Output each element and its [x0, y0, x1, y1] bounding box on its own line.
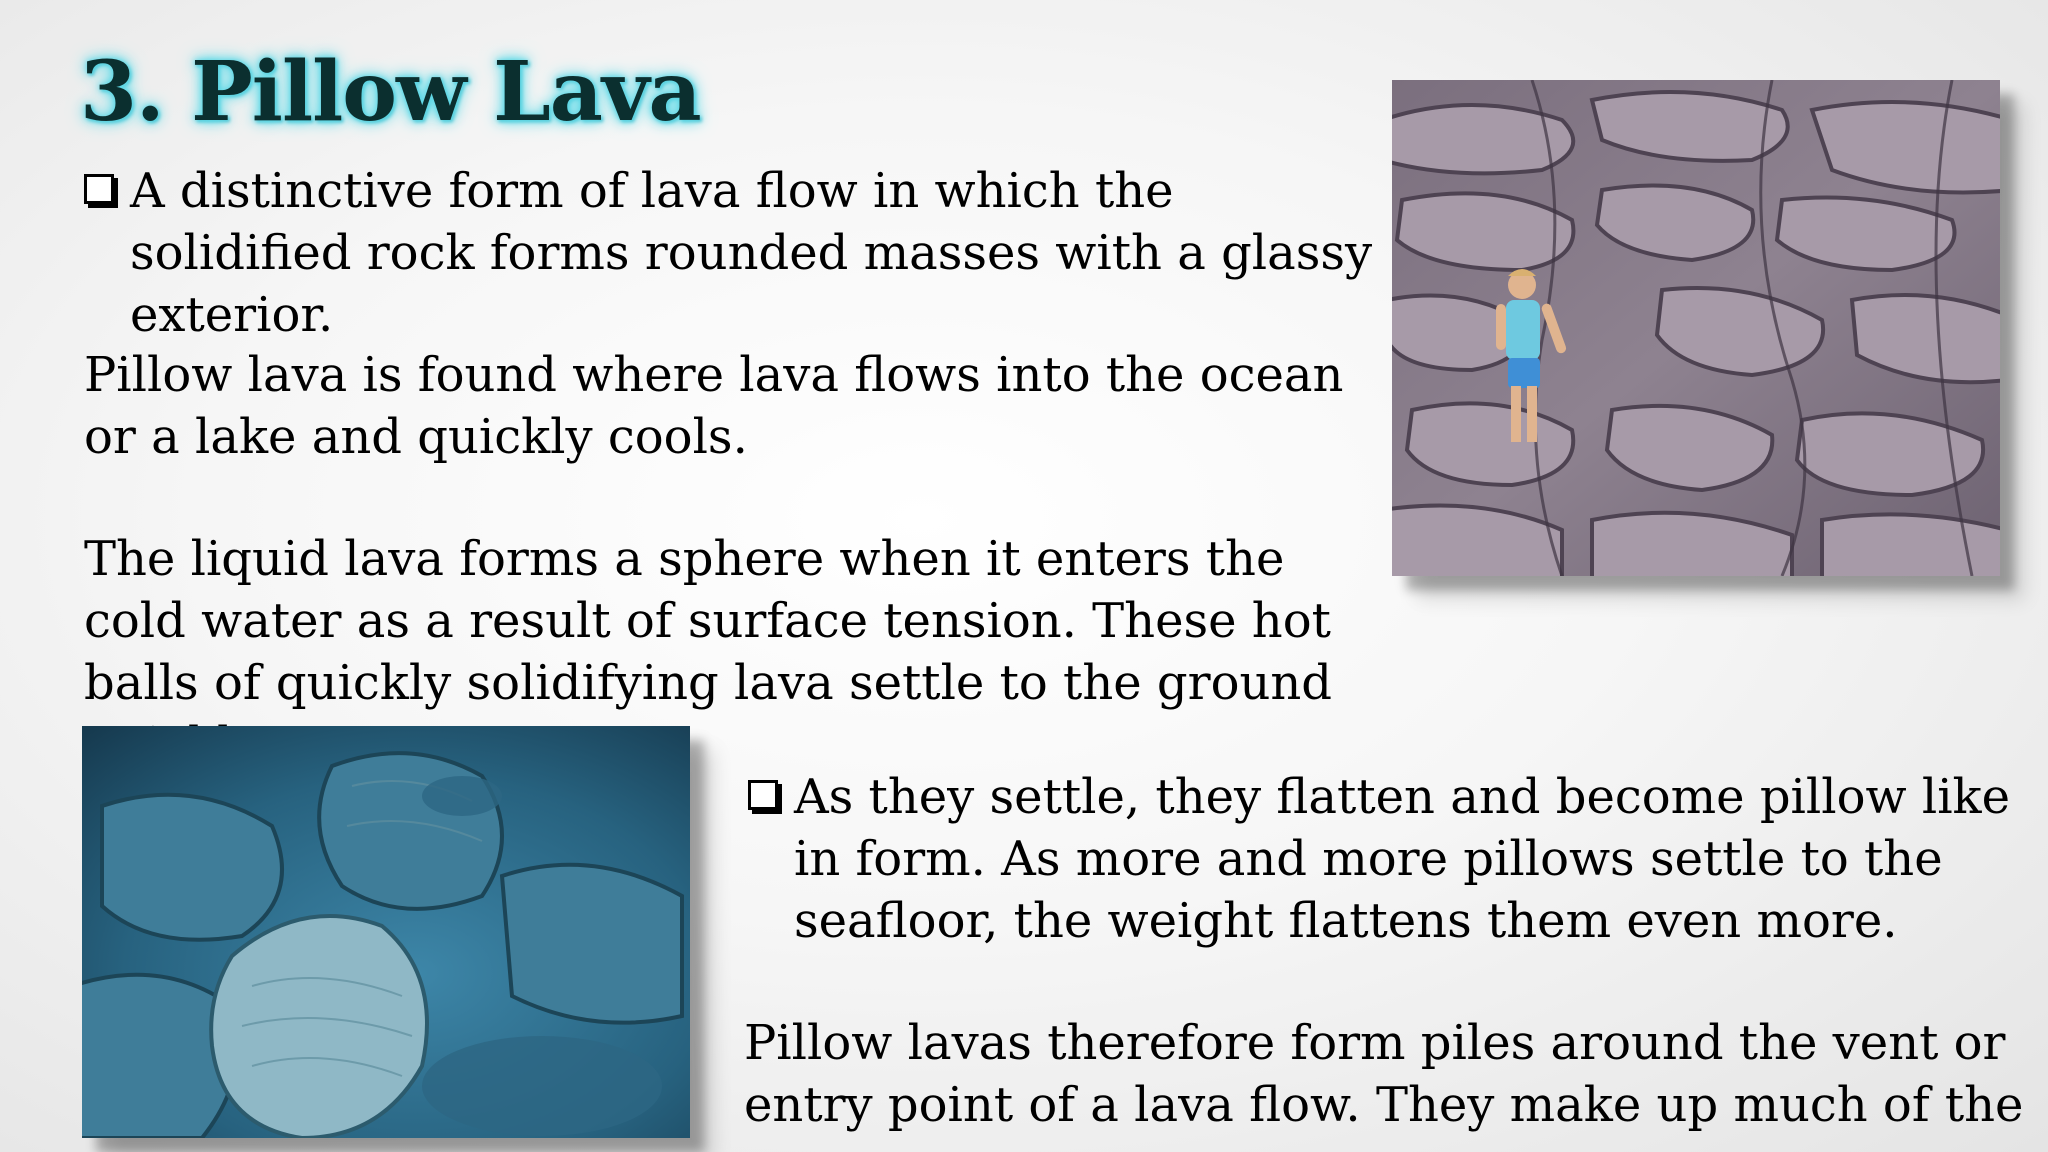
paragraph-surface-tension: The liquid lava forms a sphere when it enters the cold water as a result of surface tension. These hot balls of quickly solidifying lava settle to the ground [84, 531, 1333, 711]
checkbox-bullet-icon [748, 780, 778, 810]
bullet-text: As they settle, they flatten and become pillow like in form. As more and more pillows settle to the seafloor, the weight flattens them even more. [794, 769, 2011, 949]
paragraph-where-found: Pillow lava is found where lava flows into the ocean or a lake and quickly cools. [84, 347, 1344, 465]
checkbox-bullet-icon [84, 174, 114, 204]
paragraph-pillow-piles: Pillow lavas therefore form piles around the vent or entry point of a lava flow. They make up much of the [744, 1015, 2024, 1133]
underwater-pillow-lava-photo [82, 726, 690, 1138]
pillow-lava-rock-photo [1392, 80, 2000, 576]
bullet-item-flatten [748, 766, 2028, 952]
bullet-text: A distinctive form of lava flow in which the solidified rock forms rounded masses with a glassy exterior. [130, 163, 1373, 343]
slide-title: 3. Pillow Lava [80, 44, 701, 140]
bullet-item-definition [84, 160, 1384, 346]
